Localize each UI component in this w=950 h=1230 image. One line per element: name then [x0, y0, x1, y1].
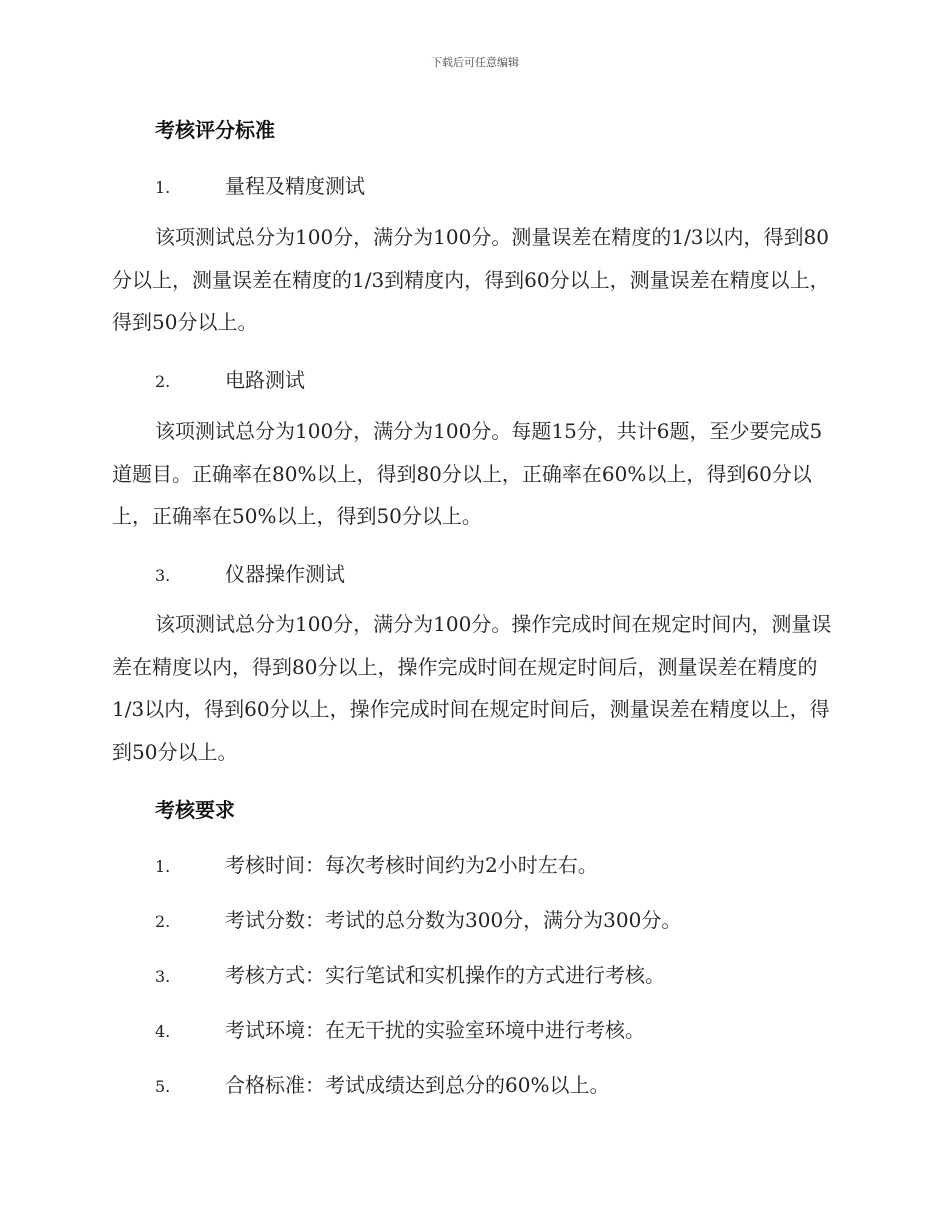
scoring-paragraph-3: 该项测试总分为100分，满分为100分。操作完成时间在规定时间内，测量误差在精度以内，得到80分以上，操作完成时间在规定时间后，测量误差在精度的1/3以内，得到60分以上，操作完成时间在规定时间后，测量误差在精度以上，得到50分以上。 — [112, 612, 832, 764]
section-title-requirements: 考核要求 — [155, 798, 235, 822]
requirement-item-5 — [155, 1069, 609, 1098]
item-number: 1. — [155, 857, 171, 876]
item-number: 2. — [155, 372, 171, 391]
item-number: 1. — [155, 178, 171, 197]
item-number: 3. — [155, 967, 171, 986]
item-text: 考核方式：实行笔试和实机操作的方式进行考核。 — [225, 963, 665, 987]
page-header: 下载后可任意编辑 — [431, 56, 519, 69]
item-number: 4. — [155, 1022, 171, 1041]
item-number: 5. — [155, 1077, 171, 1096]
requirement-item-2 — [155, 904, 681, 933]
scoring-item-3 — [155, 558, 345, 587]
item-text: 考核时间：每次考核时间约为2小时左右。 — [225, 853, 598, 877]
scoring-item-2 — [155, 364, 305, 393]
item-number: 2. — [155, 912, 171, 931]
item-label: 仪器操作测试 — [225, 562, 345, 586]
item-label: 电路测试 — [225, 368, 305, 392]
item-number: 3. — [155, 566, 171, 585]
scoring-paragraph-1: 该项测试总分为100分，满分为100分。测量误差在精度的1/3以内，得到80分以上，测量误差在精度的1/3到精度内，得到60分以上，测量误差在精度以上，得到50分以上。 — [112, 225, 830, 334]
scoring-item-1 — [155, 170, 365, 199]
item-label: 量程及精度测试 — [225, 174, 365, 198]
requirement-item-4 — [155, 1014, 645, 1043]
section-title-scoring: 考核评分标准 — [155, 118, 275, 142]
item-text: 考试环境：在无干扰的实验室环境中进行考核。 — [225, 1018, 645, 1042]
item-text: 考试分数：考试的总分数为300分，满分为300分。 — [225, 908, 682, 932]
requirement-item-3 — [155, 959, 665, 988]
scoring-paragraph-2: 该项测试总分为100分，满分为100分。每题15分，共计6题，至少要完成5道题目。正确率在80%以上，得到80分以上，正确率在60%以上，得到60分以上，正确率在50%以上，得到50分以上。 — [112, 419, 823, 528]
requirement-item-1 — [155, 849, 598, 878]
item-text: 合格标准：考试成绩达到总分的60%以上。 — [225, 1073, 610, 1097]
